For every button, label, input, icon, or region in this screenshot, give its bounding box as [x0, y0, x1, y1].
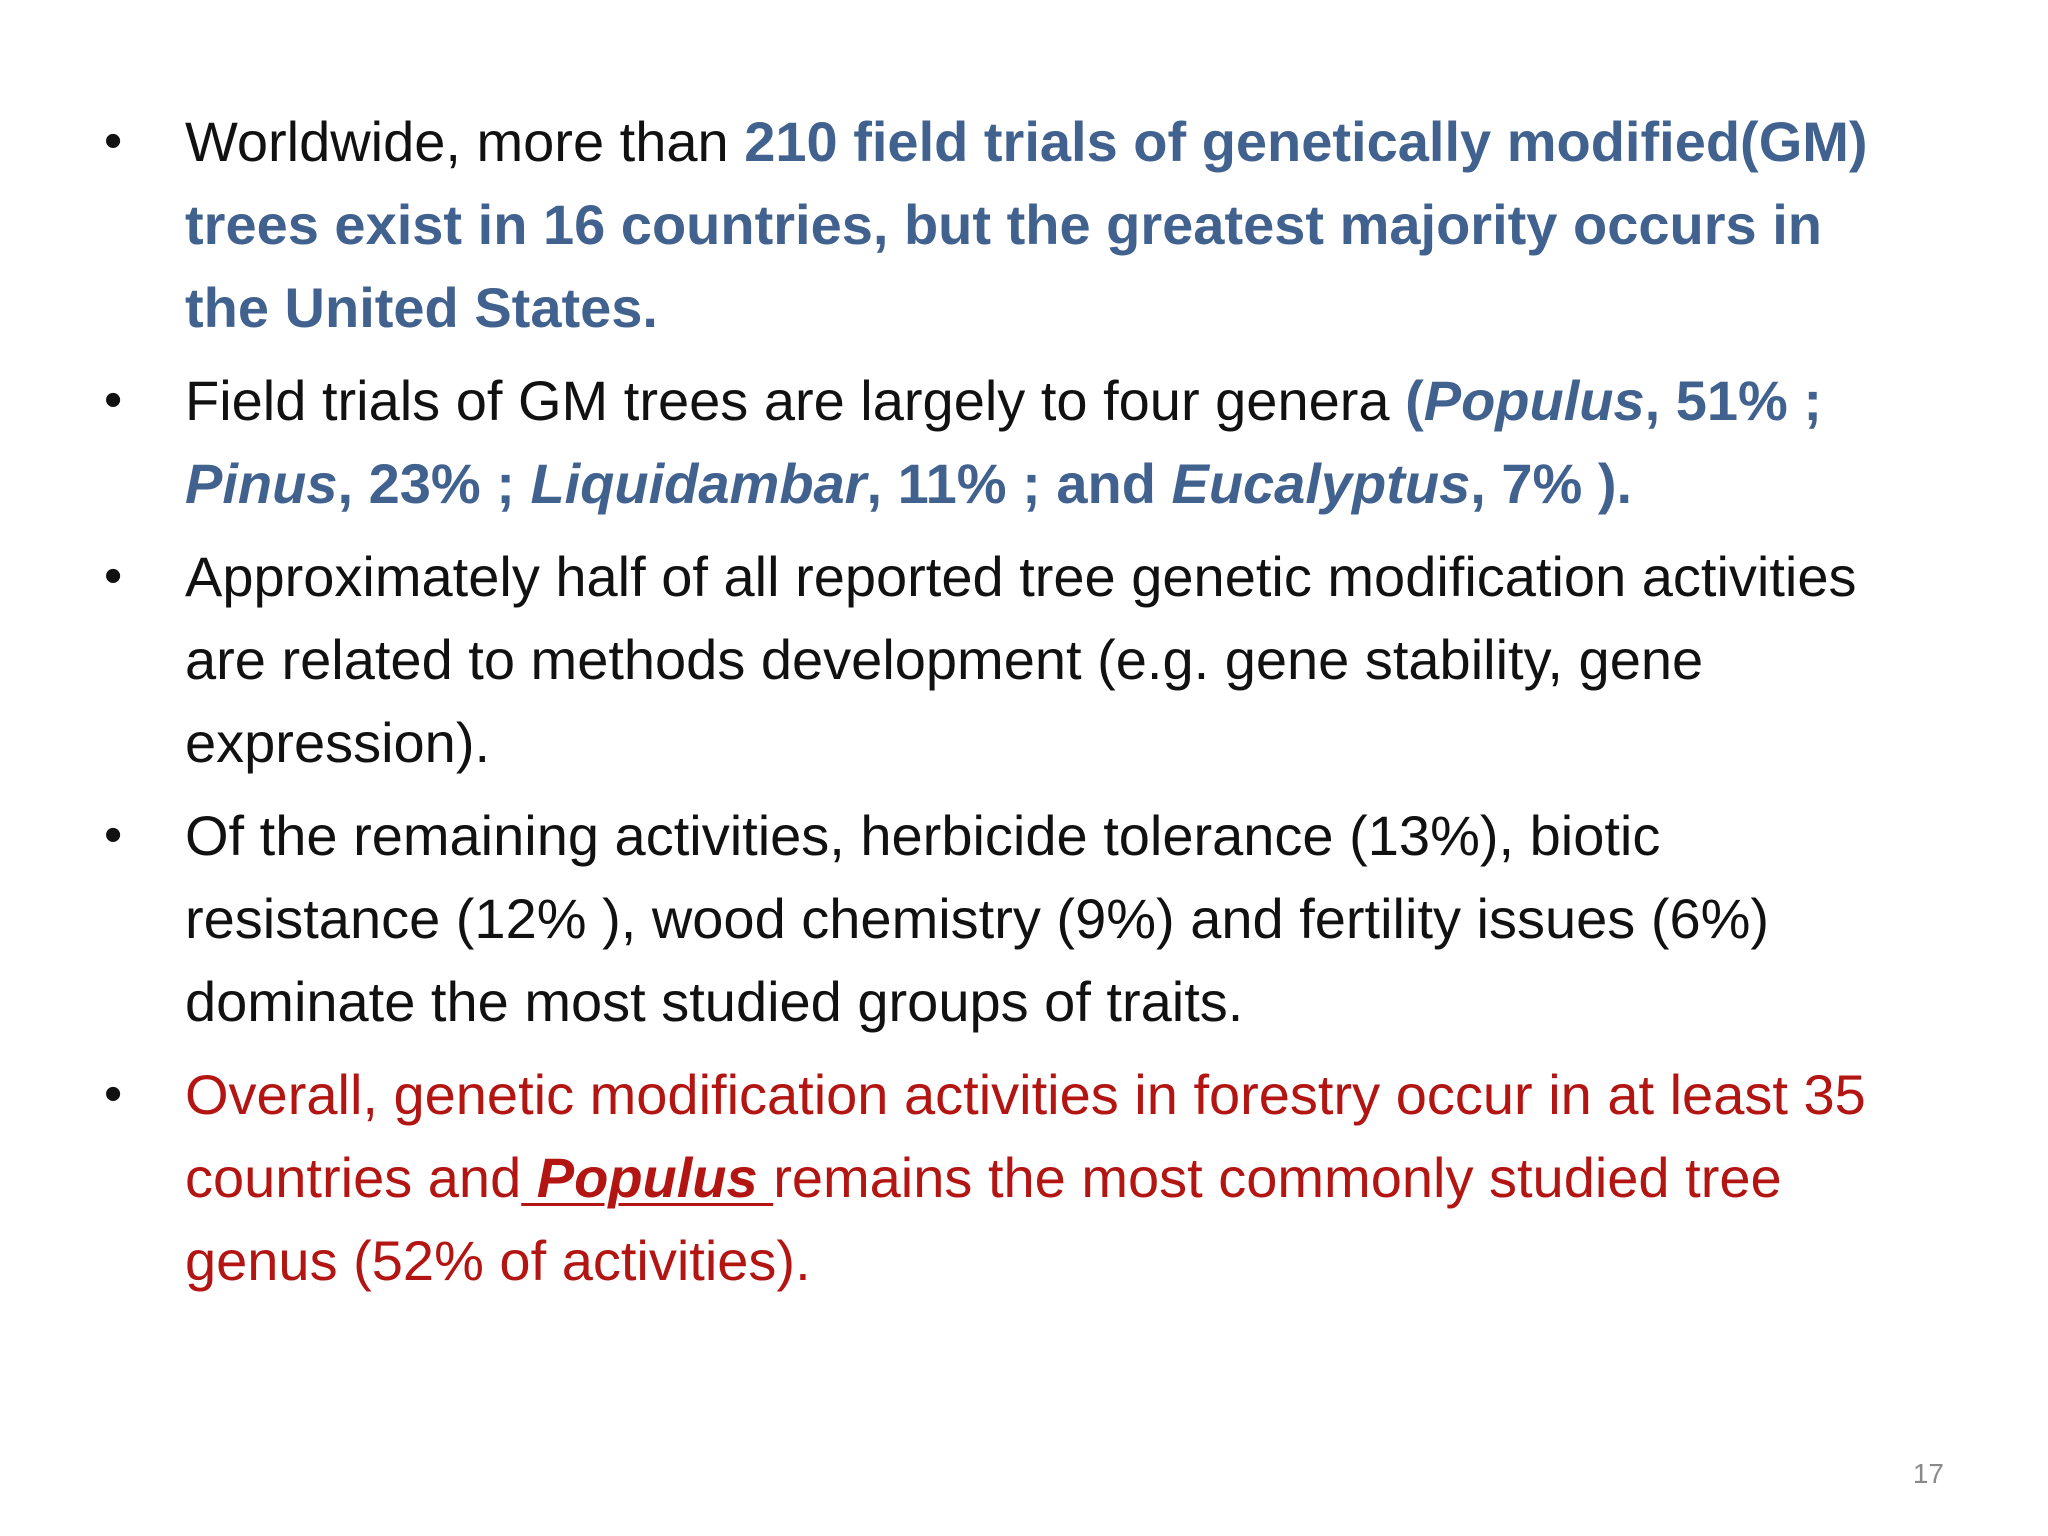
genus-populus: Populus [1423, 369, 1645, 432]
bullet-dot-icon: • [104, 371, 123, 429]
bullet-text: Worldwide, more than [185, 110, 745, 173]
bullet-item-genera [100, 359, 1920, 525]
bullet-text: Approximately half of all reported tree genetic modification activities are related to methods development (e.g. gene stability, gene expression). [185, 545, 1857, 774]
page-number: 17 [1912, 1458, 1944, 1489]
percent-liquidambar: , 11% ; and [866, 452, 1172, 515]
bullet-text: Overall, genetic modification activities in forestry occur in at least 35 countries and [185, 1063, 1866, 1209]
paren-open: ( [1405, 369, 1424, 432]
bullet-item-gm-trials [100, 100, 1920, 349]
bullet-item-overall [100, 1053, 1920, 1302]
bullet-dot-icon: • [104, 112, 123, 170]
bullet-dot-icon: • [104, 1065, 123, 1123]
genus-liquidambar: Liquidambar [530, 452, 867, 515]
percent-eucalyptus: , 7% ). [1470, 452, 1633, 515]
highlighted-text: 210 field trials of genetically modified(GM) trees exist in 16 countries, but the greatest majority occurs in the United States. [185, 110, 1868, 339]
bullet-text-end: remains the most commonly studied tree genus (52% of activities). [185, 1146, 1782, 1292]
populus-emphasis: Populus [521, 1146, 774, 1209]
bullet-text: Of the remaining activities, herbicide tolerance (13%), biotic resistance (12% ), wood chemistry (9%) and fertility issues (6%) dominate the most studied groups of traits. [185, 804, 1770, 1033]
bullet-text: Field trials of GM trees are largely to four genera [185, 369, 1406, 432]
genus-eucalyptus: Eucalyptus [1171, 452, 1471, 515]
bullet-item-methods [100, 535, 1920, 784]
genus-pinus: Pinus [185, 452, 338, 515]
bullet-dot-icon: • [104, 806, 123, 864]
bullet-item-traits [100, 794, 1920, 1043]
percent-populus: , 51% ; [1644, 369, 1823, 432]
bullet-list [100, 100, 1920, 1312]
bullet-dot-icon: • [104, 547, 123, 605]
percent-pinus: , 23% ; [337, 452, 531, 515]
